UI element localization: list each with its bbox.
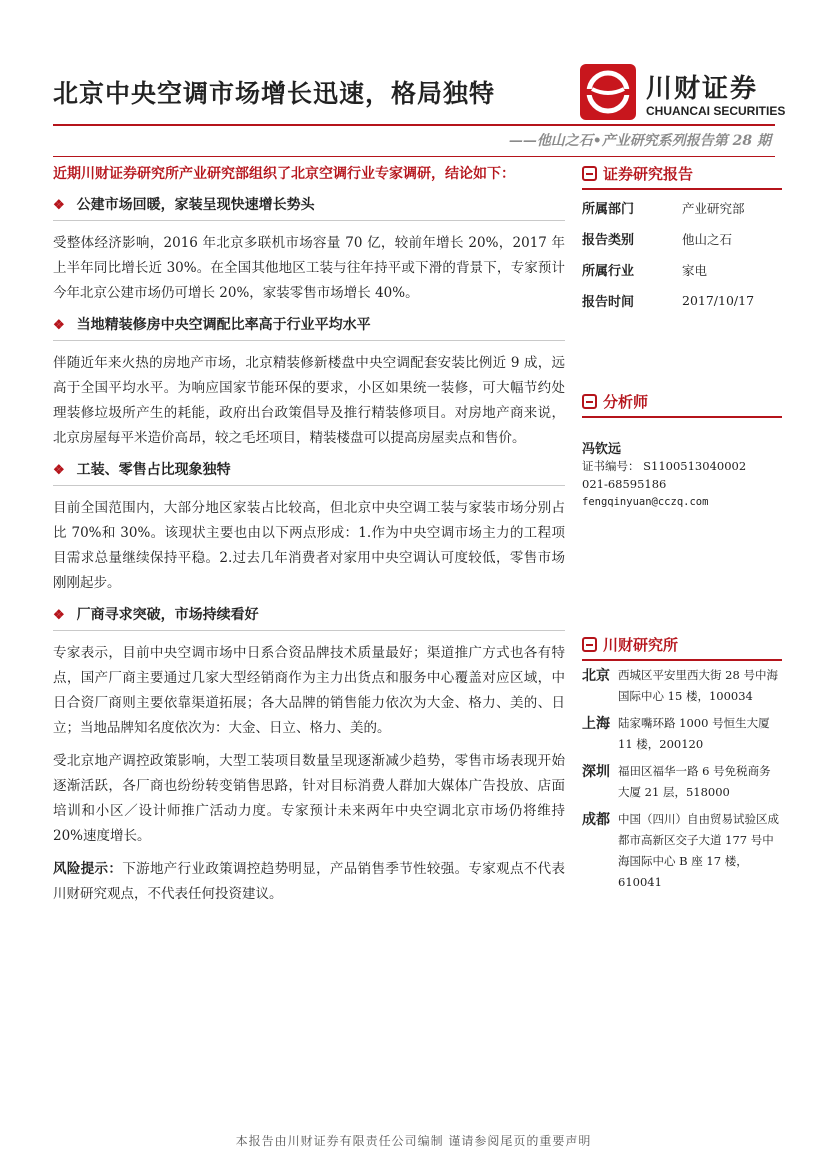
company-logo xyxy=(580,64,786,124)
intro-text: 近期川财证券研究所产业研究部组织了北京空调行业专家调研，结论如下： xyxy=(53,166,515,182)
risk-text: 下游地产行业政策调控趋势明显，产品销售季节性较强。专家观点不代表川财研究观点，不代表任何投资建议。 xyxy=(53,861,566,902)
analyst-name: 冯钦远 xyxy=(582,442,622,457)
chuancai-logo-icon xyxy=(580,64,636,120)
report-info-panel xyxy=(582,163,782,316)
section-paragraph: 受北京地产调控政策影响，大型工装项目数量呈现逐渐减少趋势，零售市场表现开始逐渐活跃，各厂商也纷纷转变销售思路，针对目标消费人群加大媒体广告投放、店面培训和小区／设计师推广活动力度。专家预计未来两年中央空调北京市场仍将维持 20%速度增长。 xyxy=(53,753,565,844)
analyst-heading: 分析师 xyxy=(582,391,782,412)
section-paragraph: 专家表示，目前中央空调市场中日系合资品牌技术质量最好；渠道推广方式也各有特点，国产厂商主要通过几家大型经销商作为主力出货点和服务中心覆盖对应区域，中日合资厂商则主要依靠渠道拓展；各大品牌的销售能力依次为大金、格力、美的、日立；当地品牌知名度依次为：大金、日立、格力、美的。 xyxy=(53,645,565,736)
risk-label: 风险提示： xyxy=(53,861,123,877)
analyst-email[interactable]: fengqinyuan@cczq.com xyxy=(582,496,709,508)
logo-chinese-name: 川财证券 xyxy=(646,74,759,104)
meta-row-category: 报告类别 他山之石 xyxy=(582,231,733,248)
meta-row-date: 报告时间 2017/10/17 xyxy=(582,293,755,310)
analyst-cert: 证书编号： S1100513040002 xyxy=(582,459,747,473)
content-divider xyxy=(53,156,775,157)
institute-panel xyxy=(582,634,782,899)
analyst-panel xyxy=(582,391,782,511)
section-paragraph: 伴随近年来火热的房地产市场，北京精装修新楼盘中央空调配套安装比例近 9 成，远高于全国平均水平。为响应国家节能环保的要求，小区如果统一装修，可大幅节约处理装修垃圾所产生的耗能，政府出台政策倡导及推行精装修项目。对房地产商来说，北京房屋每平米造价高昂，较之毛坯项目，精装楼盘可以提高房屋卖点和售价。 xyxy=(53,355,565,446)
section-heading: ❖ 公建市场回暖，家装呈现快速增长势头 xyxy=(53,197,315,213)
section-rule xyxy=(53,340,565,341)
meta-row-industry: 所属行业 家电 xyxy=(582,262,708,279)
diamond-bullet-icon: ❖ xyxy=(53,198,65,213)
analyst-phone: 021-68595186 xyxy=(582,477,667,491)
page-title: 北京中央空调市场增长迅速，格局独特 xyxy=(53,79,496,108)
report-heading: 证券研究报告 xyxy=(582,163,782,184)
office-shenzhen: 深圳 福田区福华一路 6 号免税商务大厦 21 层，518000 xyxy=(582,764,771,799)
section-rule xyxy=(53,630,565,631)
office-chengdu: 成都 中国（四川）自由贸易试验区成都市高新区交子大道 177 号中海国际中心 B 座 17 楼，610041 xyxy=(582,812,779,889)
main-content xyxy=(53,160,565,915)
office-shanghai: 上海 陆家嘴环路 1000 号恒生大厦 11 楼，200120 xyxy=(582,716,770,751)
section-paragraph: 受整体经济影响，2016 年北京多联机市场容量 70 亿，较前年增长 20%，2017 年上半年同比增长近 30%。在全国其他地区工装与往年持平或下滑的背景下，专家预计今年北京公建市场仍可增长 20%，家装零售市场增长 40%。 xyxy=(53,235,565,301)
series-subtitle: ——他山之石•产业研究系列报告第 28 期 xyxy=(508,133,771,149)
diamond-bullet-icon: ❖ xyxy=(53,463,65,478)
section-rule xyxy=(53,220,565,221)
diamond-bullet-icon: ❖ xyxy=(53,608,65,623)
sidebar-rule xyxy=(582,659,782,661)
section-heading: ❖ 当地精装修房中央空调配比率高于行业平均水平 xyxy=(53,317,371,333)
section-heading: ❖ 工装、零售占比现象独特 xyxy=(53,462,231,478)
section-rule xyxy=(53,485,565,486)
section-paragraph: 目前全国范围内，大部分地区家装占比较高，但北京中央空调工装与家装市场分别占比 70%和 30%。该现状主要也由以下两点形成：1.作为中央空调市场主力的工程项目需求总量继续保持平稳。2.过去几年消费者对家用中央空调认可度较低，零售市场刚刚起步。 xyxy=(53,500,565,591)
diamond-bullet-icon: ❖ xyxy=(53,318,65,333)
risk-warning xyxy=(53,857,565,907)
institute-heading: 川财研究所 xyxy=(582,634,782,655)
meta-row-department: 所属部门 产业研究部 xyxy=(582,200,745,217)
section-marker-icon xyxy=(582,166,597,181)
section-heading: ❖ 厂商寻求突破，市场持续看好 xyxy=(53,607,259,623)
section-marker-icon xyxy=(582,394,597,409)
header-rule xyxy=(53,124,775,126)
sidebar-rule xyxy=(582,188,782,190)
logo-english-name: CHUANCAI SECURITIES xyxy=(646,104,786,118)
page-footer: 本报告由川财证券有限责任公司编制 谨请参阅尾页的重要声明 xyxy=(235,1134,592,1148)
sidebar-rule xyxy=(582,416,782,418)
office-beijing: 北京 西城区平安里西大街 28 号中海国际中心 15 楼，100034 xyxy=(582,668,778,703)
section-marker-icon xyxy=(582,637,597,652)
